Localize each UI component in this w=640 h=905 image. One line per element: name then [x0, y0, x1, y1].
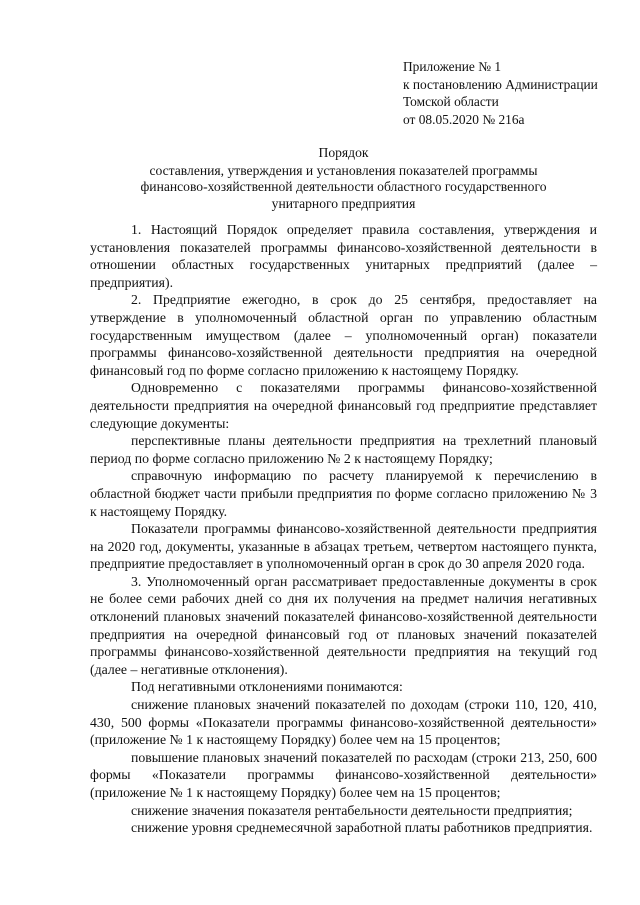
paragraph-6: Показатели программы финансово-хозяйственной деятельности предприятия на 2020 год, документы, указанные в абзацах третьем, четвертом настоящего пункта, предприятие предоставляет в уполномоченный орган в срок до 30 апреля 2020 года. [90, 521, 597, 572]
title-line-2: финансово-хозяйственной деятельности областного государственного [140, 179, 547, 195]
paragraph-1: 1. Настоящий Порядок определяет правила составления, утверждения и установления показателей программы финансово-хозяйственной деятельности в отношении областных государственных унитарных предприятий (далее – предприятия). [90, 222, 597, 290]
paragraph-5: справочную информацию по расчету планируемой к перечислению в областной бюджет части прибыли предприятия по форме согласно приложению № 3 к настоящему Порядку. [90, 468, 597, 519]
paragraph-12: снижение уровня среднемесячной заработной платы работников предприятия. [131, 820, 593, 836]
paragraph-11: снижение значения показателя рентабельности деятельности предприятия; [131, 802, 573, 818]
paragraph-7: 3. Уполномоченный орган рассматривает предоставленные документы в срок не более семи рабочих дней со дня их получения на предмет наличия негативных отклонений плановых значений показателей финансово-хозяйственной деятельности предприятия на очередной финансовый год от плановых значений показателей программы финансово-хозяйственной деятельности предприятия на текущий год (далее – негативные отклонения). [90, 573, 597, 677]
appendix-region: Томской области [403, 94, 499, 109]
document-body [90, 221, 597, 837]
title-line-3: унитарного предприятия [271, 195, 416, 211]
appendix-header [403, 58, 623, 128]
paragraph-4: перспективные планы деятельности предприятия на трехлетний плановый период по форме согласно приложению № 2 к настоящему Порядку; [90, 433, 597, 466]
appendix-resolution-ref: к постановлению Администрации [403, 76, 598, 92]
paragraph-9: снижение плановых значений показателей по доходам (строки 110, 120, 410, 430, 500 формы «Показатели программы финансово-хозяйственной деятельности» (приложение № 1 к настоящему Порядку) более чем на 15 процентов; [90, 697, 597, 748]
paragraph-10: повышение плановых значений показателей по расходам (строки 213, 250, 600 формы «Показатели программы финансово-хозяйственной деятельности» (приложение № 1 к настоящему Порядку) более чем на 15 процентов; [90, 749, 597, 800]
appendix-number: Приложение № 1 [403, 59, 502, 74]
title-heading: Порядок [318, 145, 369, 160]
appendix-date-number: от 08.05.2020 № 216а [403, 111, 525, 127]
paragraph-2: 2. Предприятие ежегодно, в срок до 25 сентября, предоставляет на утверждение в уполномоченный областной орган по управлению областным государственным имуществом (далее – уполномоченный орган) показатели программы финансово-хозяйственной деятельности предприятия на очередной финансовый год по форме согласно приложению к настоящему Порядку. [90, 292, 597, 378]
document-title [90, 145, 597, 212]
paragraph-3: Одновременно с показателями программы финансово-хозяйственной деятельности предприятия на очередной финансовый год предприятие представляет следующие документы: [90, 380, 597, 431]
paragraph-8: Под негативными отклонениями понимаются: [131, 679, 403, 695]
title-line-1: составления, утверждения и установления показателей программы [149, 162, 538, 178]
